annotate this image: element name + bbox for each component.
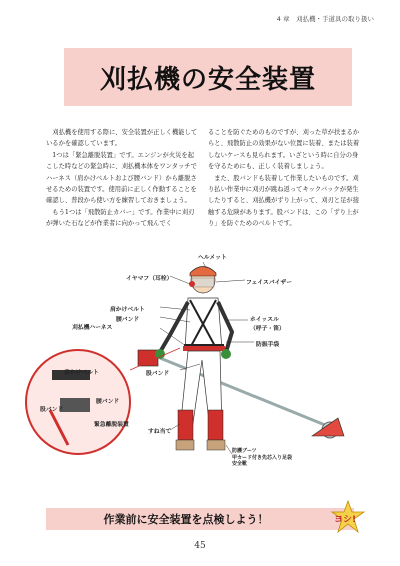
body-paragraph: 1つは「緊急離脱装置」です。エンジンが火災を起こした時などの緊急時に、刈払機本体をワンタッチでハーネス（肩かけベルトおよび腰バンド）から離脱させるための装置です。使用前に正しく作動することを確認し、普段から使い方を練習しておきましょう。 xyxy=(46,151,197,205)
body-left-column xyxy=(46,127,198,230)
label-whistle: ホイッスル （呼子・笛） xyxy=(250,317,285,332)
body-paragraph: 刈払機を使用する際に、安全装置が正しく機能しているかを確認しています。 xyxy=(46,129,198,148)
label-waist-band: 腰バンド xyxy=(116,317,140,323)
title-band xyxy=(64,48,352,106)
footer-banner xyxy=(46,508,357,530)
inset-label-crotch: 股バンド xyxy=(40,407,64,413)
inset-label-release: 緊急離脱装置 xyxy=(94,422,129,428)
label-helmet: ヘルメット xyxy=(198,255,227,261)
page-title: 刈払機の安全装置 xyxy=(99,64,316,95)
inset-label-shoulder: 肩かけベルト xyxy=(64,370,99,376)
body-paragraph: また、股バンドも装着して作業したいものです。刈り払い作業中に刈刃が跳ね返ってキックバックが発生したりすると、刈払機がずり上がって、刈刃と足が接触する危険があります。股バンドは、この「ずり上がり」を防ぐためのベルトです。 xyxy=(208,174,359,228)
label-crotch-band: 股バンド xyxy=(146,371,170,377)
label-earmuffs: イヤマフ（耳栓） xyxy=(126,276,173,282)
body-paragraph: ることを防ぐためのものですが、刈った草が扶まるからと、飛散防止の効果がない位置に装着、または装着しないケースも見られます。いざという時に自分の身を守るためにも、正しく装着しましょう。 xyxy=(208,129,360,171)
label-harness: 刈払機ハーネス xyxy=(72,325,113,331)
footer-banner-text: 作業前に安全装置を点検しよう！ xyxy=(103,513,269,526)
inset-label-waist: 腰バンド xyxy=(96,399,120,405)
label-boots: 防護ブーツ 甲カード付き先芯入り足袋 安全靴 xyxy=(232,448,293,467)
label-face-visor: フェイスバイザー xyxy=(246,280,293,286)
label-shin-guard: すね当て xyxy=(148,429,172,435)
body-right-column xyxy=(208,127,360,230)
chapter-header: 4 章 刈払機・手道具の取り扱い xyxy=(276,15,374,23)
label-gloves: 防振手袋 xyxy=(256,342,280,348)
label-shoulder-belt: 肩かけベルト xyxy=(110,307,145,313)
yoshi-label: ヨシ! xyxy=(334,515,357,525)
page-number: 45 xyxy=(194,541,206,551)
body-paragraph: もう1つは「飛散防止カバー」です。作業中に刈刃が弾いた石などが作業者に向かって飛んでく xyxy=(46,208,195,228)
